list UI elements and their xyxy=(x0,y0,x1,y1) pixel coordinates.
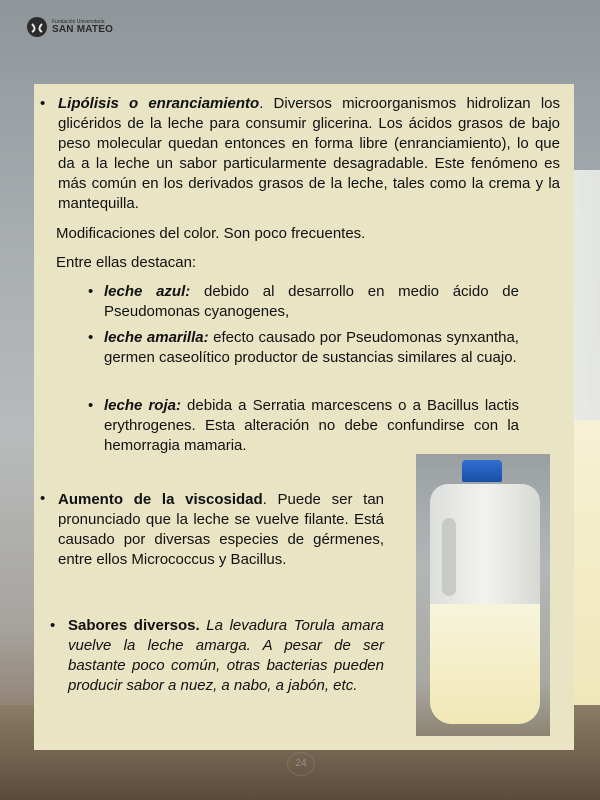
logo-brand: SAN MATEO xyxy=(52,23,114,35)
list-item-leche-azul xyxy=(104,282,519,322)
item-title: leche roja: xyxy=(104,397,181,414)
bullet-icon: • xyxy=(88,329,94,346)
sabores-text: La levadura Torula amara vuelve la leche amarga. A pesar de ser bastante poco común, otras bacterias pueden producir sabor a nuez, a nabo, a jabón, etc. xyxy=(68,617,384,694)
logo-icon xyxy=(26,16,48,38)
page-number: 24 xyxy=(287,752,315,776)
paragraph-sabores xyxy=(68,616,384,696)
jug-cap xyxy=(462,460,502,482)
color-intro: Modificaciones del color. Son poco frecuentes. xyxy=(56,225,366,242)
logo-subtitle: Fundación Universitaria xyxy=(52,18,105,25)
sabores-title: Sabores diversos. xyxy=(68,617,200,634)
university-logo xyxy=(26,16,113,38)
viscosidad-title: Aumento de la viscosidad xyxy=(58,491,263,508)
item-title: leche amarilla: xyxy=(104,329,209,346)
bullet-icon: • xyxy=(50,617,56,634)
color-intro-2: Entre ellas destacan: xyxy=(56,254,197,271)
paragraph-lipolisis xyxy=(58,94,560,214)
milk-jug-photo xyxy=(416,454,550,736)
list-item-leche-roja xyxy=(104,396,519,456)
item-text: debido al desarrollo en medio ácido de Pseudomonas cyanogenes, xyxy=(104,283,519,320)
item-text: efecto causado por Pseudomonas synxantha, germen caseolítico productor de sustancias similares al cuajo. xyxy=(104,329,519,366)
lipolisis-title: Lipólisis o enranciamiento xyxy=(58,95,260,112)
list-item-leche-amarilla xyxy=(104,328,519,368)
bullet-icon: • xyxy=(40,490,46,507)
lipolisis-text: . Diversos microorganismos hidrolizan los glicéridos de la leche para consumir glicerina. Los ácidos grasos de bajo peso molecular quedan entonces en forma libre (enranciamiento), lo que da a la leche un sabor particularmente desagradable. Este fenómeno es más común en los derivados grasos de la leche, tales como la crema y la mantequilla. xyxy=(58,95,560,212)
item-title: leche azul: xyxy=(104,283,191,300)
bullet-icon: • xyxy=(88,283,94,300)
jug-handle xyxy=(442,518,456,596)
bullet-icon: • xyxy=(88,397,94,414)
bullet-icon: • xyxy=(40,95,46,112)
paragraph-viscosidad xyxy=(58,490,384,570)
viscosidad-text: . Puede ser tan pronunciado que la leche se vuelve filante. Está causado por diversas especies de gérmenes, entre ellos Micrococcus y Bacillus. xyxy=(58,491,384,568)
jug-milk xyxy=(430,604,540,724)
item-text: debida a Serratia marcescens o a Bacillus lactis erythrogenes. Esta alteración no debe confundirse con la hemorragia mamaria. xyxy=(104,397,519,454)
